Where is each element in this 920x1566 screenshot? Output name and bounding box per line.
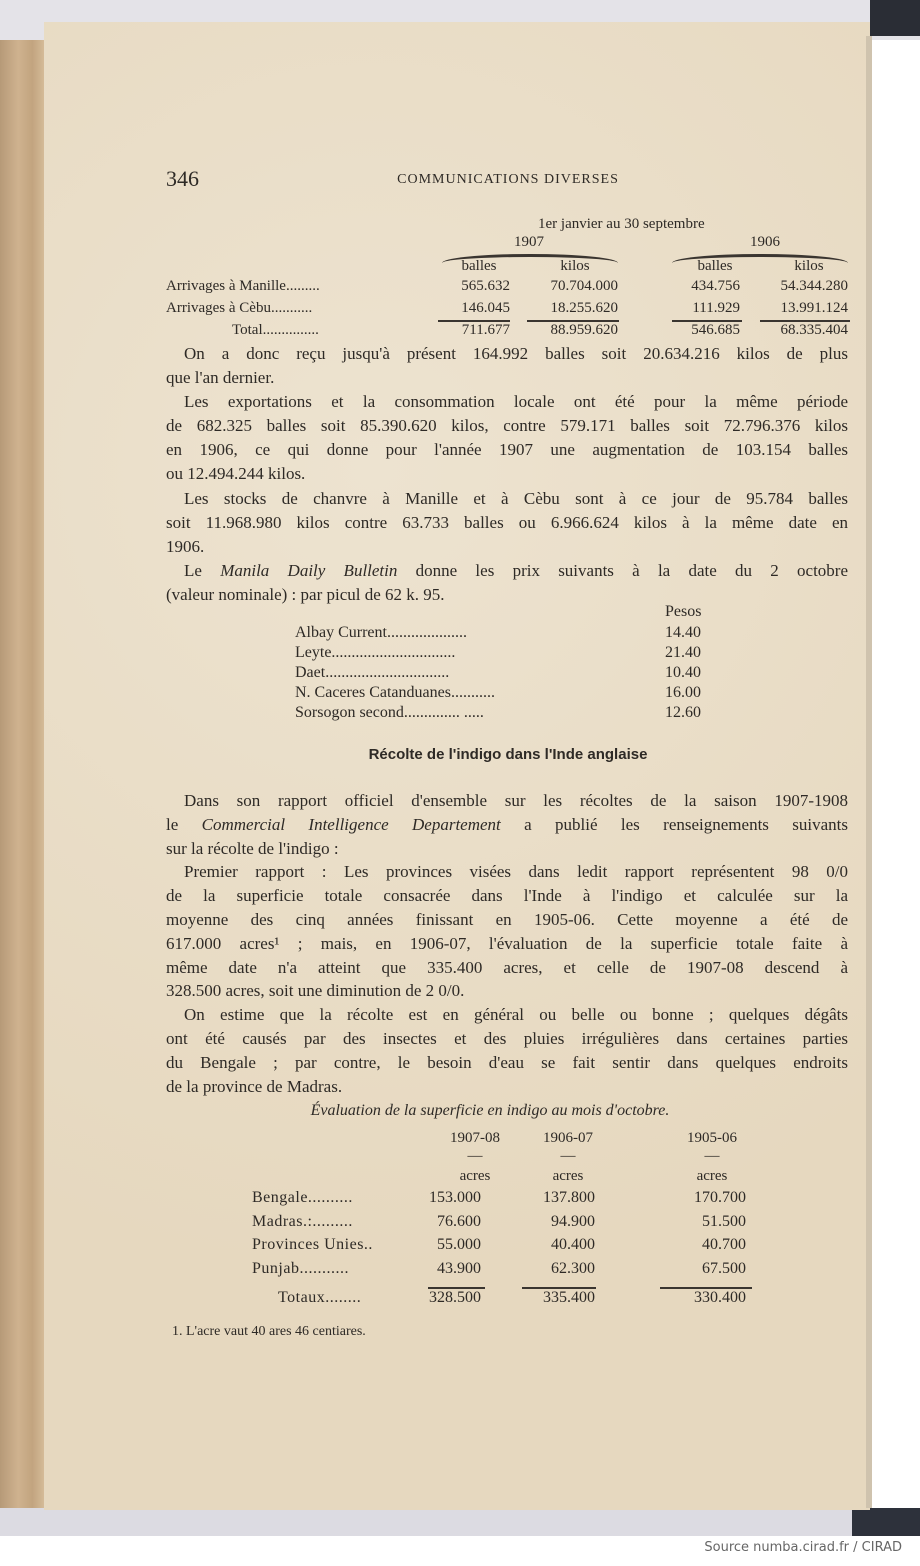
scan-dark-corner (870, 0, 920, 36)
scan-background-bottom (0, 1508, 920, 1536)
price-label: Daet............................... (295, 664, 450, 681)
total-rule (428, 1287, 485, 1289)
text-line: de la superficie totale consacrée dans l'Inde à l'indigo et calculée sur la (166, 886, 848, 906)
table2-row-label: Madras.:......... (252, 1212, 353, 1230)
price-value: 21.40 (665, 644, 701, 661)
text-line: 328.500 acres, soit une diminution de 2 0/0. (166, 981, 465, 1001)
section-heading: Récolte de l'indigo dans l'Inde anglaise (368, 746, 648, 763)
table2-cell: 328.500 (429, 1289, 481, 1306)
text-line: soit 11.968.980 kilos contre 63.733 balles ou 6.966.624 kilos à la même date en (166, 512, 848, 532)
total-rule (438, 320, 510, 322)
text-line: Les exportations et la consommation locale ont été pour la même période (184, 392, 848, 412)
table1-cell: 88.959.620 (550, 322, 618, 338)
text-line: ont été causés par des insectes et des pluies irrégulières dans certaines parties (166, 1028, 848, 1048)
scan-dark-corner-bottom (852, 1508, 920, 1536)
table2-dash: — (467, 1148, 483, 1164)
table2-cell: 51.500 (702, 1212, 746, 1230)
total-rule (672, 320, 742, 322)
price-label: Sorsogon second.............. ..... (295, 704, 484, 721)
total-rule (527, 320, 619, 322)
text-line: du Bengale ; par contre, le besoin d'eau se fait sentir dans quelques endroits (166, 1052, 848, 1072)
table2-cell: 76.600 (437, 1212, 481, 1230)
unit-header: balles (697, 258, 733, 274)
text-line: ou 12.494.244 kilos. (166, 464, 306, 484)
text-line: sur la récolte de l'indigo : (166, 838, 339, 858)
text-line: Premier rapport : Les provinces visées dans ledit rapport représentent 98 0/0 (184, 862, 848, 882)
table2-cell: 67.500 (702, 1259, 746, 1277)
table1-cell: 434.756 (691, 278, 740, 294)
price-value: 12.60 (665, 704, 701, 721)
table1-row-label: Total............... (232, 322, 319, 338)
text-line: Dans son rapport officiel d'ensemble sur les récoltes de la saison 1907-1908 (184, 791, 848, 810)
total-rule (660, 1287, 752, 1289)
text-line: de la province de Madras. (166, 1076, 343, 1096)
table1-row-label: Arrivages à Cèbu........... (166, 300, 313, 316)
text-line: même date n'a atteint que 335.400 acres, et celle de 1907-08 descend à (166, 957, 848, 977)
text-line: en 1906, ce qui donne pour l'année 1907 une augmentation de 103.154 balles (166, 440, 848, 460)
table1-cell: 711.677 (461, 322, 510, 338)
table2-cell: 330.400 (694, 1289, 746, 1306)
table2-row-label: Provinces Unies.. (252, 1236, 373, 1253)
table2-cell: 335.400 (543, 1289, 595, 1306)
page-edge (866, 36, 872, 1508)
table1-cell: 54.344.280 (780, 278, 848, 294)
table1-cell: 546.685 (691, 322, 740, 338)
table2-caption: Évaluation de la superficie en indigo au mois d'octobre. (310, 1102, 670, 1119)
table2-row-label: Totaux........ (278, 1289, 362, 1306)
text-line: 617.000 acres¹ ; mais, en 1906-07, l'évaluation de la superficie totale faite à (166, 933, 848, 953)
text-line: moyenne des cinq années finissant en 1905-06. Cette moyenne a été de (166, 909, 848, 929)
table2-cell: 170.700 (694, 1189, 746, 1206)
text-line: 1906. (166, 536, 205, 556)
source-credit: Source numba.cirad.fr / CIRAD (704, 1540, 902, 1555)
page-number: 346 (166, 166, 199, 191)
text-line: de 682.325 balles soit 85.390.620 kilos, contre 579.171 balles soit 72.796.376 kilos (166, 416, 848, 436)
text-line: On estime que la récolte est en général ou belle ou bonne ; quelques dégâts (184, 1005, 848, 1025)
page-stack-edge (0, 40, 46, 1510)
table2-dash: — (704, 1148, 720, 1164)
price-label: Leyte............................... (295, 644, 456, 661)
price-value: 16.00 (665, 684, 701, 701)
text-line (166, 813, 848, 837)
table2-year: 1907-08 (450, 1130, 500, 1146)
running-title: COMMUNICATIONS DIVERSES (397, 172, 619, 187)
text-segment: le (166, 814, 202, 834)
unit-header: kilos (560, 258, 590, 274)
text-line: que l'an dernier. (166, 368, 275, 388)
italic-title: Manila Daily Bulletin (220, 560, 398, 580)
table2-unit: acres (696, 1168, 728, 1184)
table2-unit: acres (552, 1168, 584, 1184)
total-rule (522, 1287, 596, 1289)
text-segment: Le (184, 560, 221, 580)
unit-header: kilos (794, 258, 824, 274)
table1-period: 1er janvier au 30 septembre (538, 216, 705, 232)
prices-header: Pesos (665, 603, 702, 620)
table2-row-label: Bengale.......... (252, 1189, 353, 1206)
table2-cell: 94.900 (551, 1212, 595, 1230)
text-segment: donne les prix suivants à la date du 2 octobre (397, 560, 849, 580)
table2-cell: 137.800 (543, 1189, 595, 1206)
table2-cell: 40.400 (551, 1236, 595, 1253)
text-line (166, 559, 848, 583)
price-label: Albay Current.................... (295, 624, 467, 641)
price-label: N. Caceres Catanduanes........... (295, 684, 495, 701)
price-value: 14.40 (665, 624, 701, 641)
table2-cell: 62.300 (551, 1259, 595, 1277)
table2-unit: acres (459, 1168, 491, 1184)
table2-row-label: Punjab........... (252, 1259, 349, 1277)
table1-cell: 146.045 (461, 300, 510, 316)
table2-cell: 40.700 (702, 1236, 746, 1253)
footnote: 1. L'acre vaut 40 ares 46 centiares. (172, 1324, 366, 1339)
table2-year: 1906-07 (543, 1130, 593, 1146)
table1-cell: 111.929 (692, 300, 740, 316)
table1-cell: 18.255.620 (550, 300, 618, 316)
text-line: On a donc reçu jusqu'à présent 164.992 balles soit 20.634.216 kilos de plus (184, 344, 848, 363)
text-segment: a publié les renseignements suivants (500, 814, 848, 834)
paragraphs-section-1 (166, 342, 848, 607)
table1-year-1906: 1906 (750, 234, 780, 250)
text-line: Les stocks de chanvre à Manille et à Cèbu sont à ce jour de 95.784 balles (184, 488, 848, 508)
italic-title: Commercial Intelligence Departement (201, 814, 501, 834)
total-rule (760, 320, 850, 322)
table1-cell: 70.704.000 (550, 278, 618, 294)
text-line: (valeur nominale) : par picul de 62 k. 95. (166, 584, 445, 604)
table1-cell: 565.632 (461, 278, 510, 294)
table2-dash: — (560, 1148, 576, 1164)
table2-cell: 43.900 (437, 1259, 481, 1277)
table1-cell: 13.991.124 (780, 300, 848, 316)
table2-year: 1905-06 (687, 1130, 737, 1146)
unit-header: balles (461, 258, 497, 274)
table1-row-label: Arrivages à Manille......... (166, 278, 320, 294)
table1-cell: 68.335.404 (780, 322, 848, 338)
price-value: 10.40 (665, 664, 701, 681)
paragraphs-section-2 (166, 789, 848, 1098)
table2-cell: 55.000 (437, 1236, 481, 1253)
table2-cell: 153.000 (429, 1189, 481, 1206)
table1-year-1907: 1907 (514, 234, 544, 250)
